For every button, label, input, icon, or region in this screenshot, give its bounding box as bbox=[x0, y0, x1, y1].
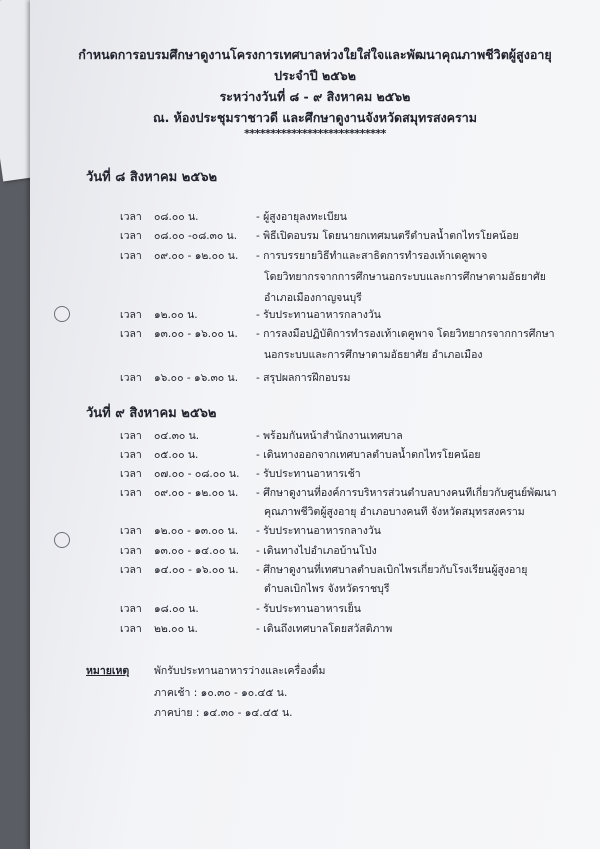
activity-text: นอกระบบและการศึกษาตามอัธยาศัย อำเภอเมือง bbox=[264, 349, 483, 361]
time-value: ๑๔.๐๐ - ๑๖.๐๐ น. bbox=[154, 564, 239, 576]
time-label: เวลา bbox=[120, 430, 142, 442]
activity-text: - ศึกษาดูงานที่องค์การบริหารส่วนตำบลบางคนทีเกี่ยวกับศูนย์พัฒนา bbox=[256, 487, 557, 499]
time-value: ๑๘.๐๐ น. bbox=[154, 603, 199, 615]
activity-text: - รับประทานอาหารกลางวัน bbox=[256, 525, 381, 537]
time-value: ๑๓.๐๐ - ๑๖.๐๐ น. bbox=[154, 328, 238, 340]
activity-text: - ศึกษาดูงานที่เทศบาลตำบลเบิกไพรเกี่ยวกับโรงเรียนผู้สูงอายุ bbox=[256, 564, 528, 576]
time-value: ๐๙.๐๐ - ๑๒.๐๐ น. bbox=[154, 487, 239, 499]
time-label: เวลา bbox=[120, 564, 142, 576]
activity-text: - เดินทางไปอำเภอบ้านโป่ง bbox=[256, 545, 377, 557]
time-value: ๐๔.๓๐ น. bbox=[154, 430, 200, 442]
activity-text: - ผู้สูงอายุลงทะเบียน bbox=[256, 211, 347, 223]
activity-text: - พิธีเปิดอบรม โดยนายกเทศมนตรีตำบลน้ำตกไทรโยคน้อย bbox=[256, 230, 519, 242]
time-label: เวลา bbox=[120, 545, 142, 557]
activity-text: - พร้อมกันหน้าสำนักงานเทศบาล bbox=[256, 430, 403, 442]
activity-text: - สรุปผลการฝึกอบรม bbox=[256, 372, 351, 384]
note-title: หมายเหตุ bbox=[86, 665, 130, 677]
day2-title: วันที่ ๙ สิงหาคม ๒๕๖๒ bbox=[86, 406, 217, 421]
star-divider: *************************** bbox=[244, 127, 386, 140]
document-venue: ณ. ห้องประชุมราชาวดี และศึกษาดูงานจังหวัดสมุทรสงคราม bbox=[152, 110, 478, 125]
time-label: เวลา bbox=[120, 328, 142, 340]
time-label: เวลา bbox=[120, 372, 142, 384]
activity-text: โดยวิทยากรจากการศึกษานอกระบบและการศึกษาตามอัธยาศัย bbox=[264, 271, 546, 283]
time-value: ๑๒.๐๐ น. bbox=[154, 309, 198, 321]
document-header bbox=[30, 44, 600, 140]
time-label: เวลา bbox=[120, 623, 142, 635]
time-label: เวลา bbox=[120, 211, 142, 223]
time-label: เวลา bbox=[120, 487, 142, 499]
time-label: เวลา bbox=[120, 468, 142, 480]
activity-text: - การลงมือปฏิบัติการทำรองเท้าเดคูพาจ โดยวิทยากรจากการศึกษา bbox=[256, 328, 555, 340]
note-line-2: ภาคเช้า : ๑๐.๓๐ - ๑๐.๔๕ น. bbox=[154, 687, 288, 699]
time-value: ๒๒.๐๐ น. bbox=[154, 623, 198, 635]
time-label: เวลา bbox=[120, 309, 142, 321]
document-dates: ระหว่างวันที่ ๘ - ๙ สิงหาคม ๒๕๖๒ bbox=[219, 89, 411, 104]
activity-text: - การบรรยายวิธีทำและสาธิตการทำรองเท้าเดคูพาจ bbox=[256, 250, 488, 262]
time-value: ๐๗.๐๐ - ๐๘.๐๐ น. bbox=[154, 468, 240, 480]
time-value: ๑๖.๐๐ - ๑๖.๓๐ น. bbox=[154, 372, 239, 384]
time-value: ๐๘.๐๐ น. bbox=[154, 211, 199, 223]
activity-text: - เดินถึงเทศบาลโดยสวัสดิภาพ bbox=[256, 623, 393, 635]
time-value: ๐๙.๐๐ - ๑๒.๐๐ น. bbox=[154, 250, 239, 262]
document-page bbox=[30, 0, 600, 849]
document-year: ประจำปี ๒๕๖๒ bbox=[274, 68, 356, 83]
punch-hole-top bbox=[54, 306, 70, 322]
punch-hole-bottom bbox=[54, 532, 70, 548]
note-line-3: ภาคบ่าย : ๑๔.๓๐ - ๑๔.๔๕ น. bbox=[154, 707, 293, 719]
activity-text: คุณภาพชีวิตผู้สูงอายุ อำเภอบางคนที จังหวัดสมุทรสงคราม bbox=[264, 506, 525, 518]
time-label: เวลา bbox=[120, 603, 142, 615]
activity-text: - รับประทานอาหารเย็น bbox=[256, 603, 361, 615]
activity-text: - รับประทานอาหารเช้า bbox=[256, 468, 361, 480]
activity-text: ตำบลเบิกไพร จังหวัดราชบุรี bbox=[264, 583, 390, 595]
activity-text: อำเภอเมืองกาญจนบุรี bbox=[264, 292, 362, 304]
time-label: เวลา bbox=[120, 230, 142, 242]
day1-title: วันที่ ๘ สิงหาคม ๒๕๖๒ bbox=[86, 170, 218, 185]
activity-text: - เดินทางออกจากเทศบาลตำบลน้ำตกไทรโยคน้อย bbox=[256, 449, 481, 461]
time-value: ๐๘.๐๐ -๐๘.๓๐ น. bbox=[154, 230, 238, 242]
time-value: ๐๕.๐๐ น. bbox=[154, 449, 199, 461]
time-value: ๑๒.๐๐ - ๑๓.๐๐ น. bbox=[154, 525, 239, 537]
time-label: เวลา bbox=[120, 250, 142, 262]
activity-text: - รับประทานอาหารกลางวัน bbox=[256, 309, 381, 321]
time-label: เวลา bbox=[120, 525, 142, 537]
time-value: ๑๓.๐๐ - ๑๔.๐๐ น. bbox=[154, 545, 240, 557]
time-label: เวลา bbox=[120, 449, 142, 461]
note-line-1: พักรับประทานอาหารว่างและเครื่องดื่ม bbox=[154, 665, 326, 677]
document-title: กำหนดการอบรมศึกษาดูงานโครงการเทศบาลห่วงใยใส่ใจและพัฒนาคุณภาพชีวิตผู้สูงอายุ bbox=[78, 47, 552, 62]
